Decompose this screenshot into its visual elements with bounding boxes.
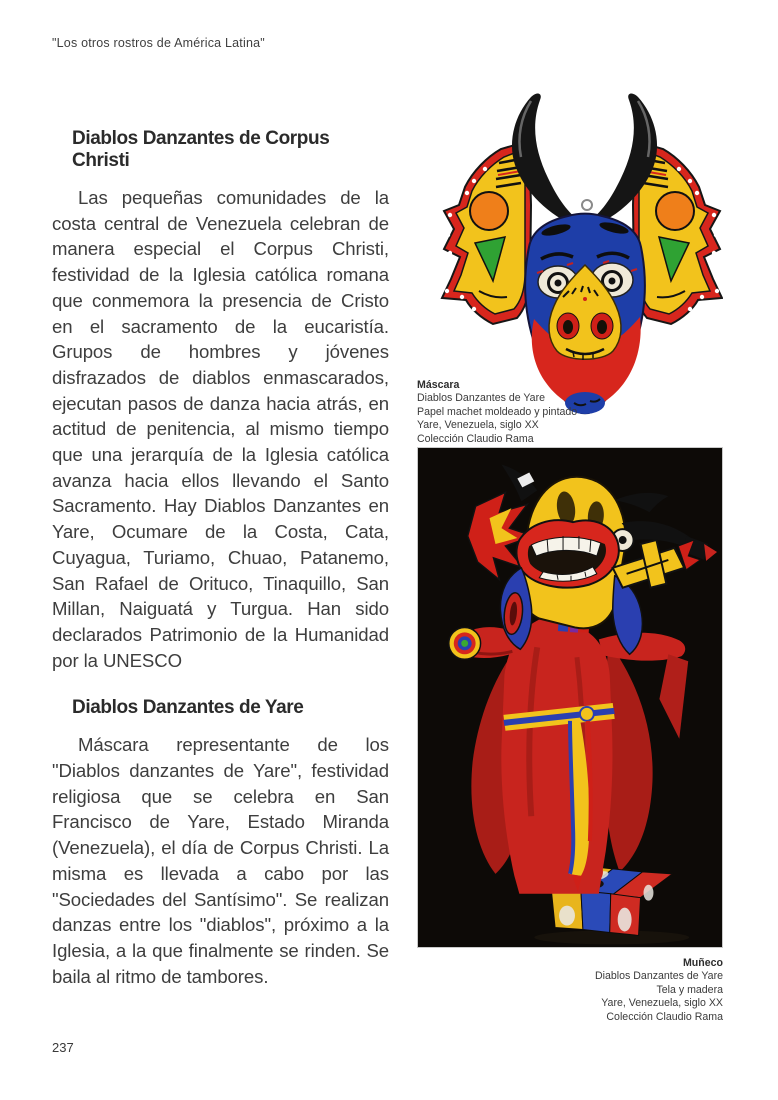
mask-caption	[417, 379, 647, 446]
mask-caption-line: Diablos Danzantes de Yare	[417, 392, 545, 405]
text-column	[52, 128, 389, 989]
running-header-quote: "Los otros rostros de América Latina"	[52, 36, 265, 50]
doll-caption-line: Yare, Venezuela, siglo XX	[601, 997, 723, 1010]
mask-caption-line: Papel machet moldeado y pintado	[417, 405, 578, 418]
doll-caption-line: Diablos Danzantes de Yare	[595, 970, 723, 983]
doll-caption-line: Colección Claudio Rama	[606, 1010, 723, 1023]
doll-caption	[417, 957, 723, 1024]
section-body-corpus-christi: Las pequeñas comunidades de la costa central de Venezuela celebran de manera especial el Corpus Christi, festividad de la Iglesia católica romana que conmemora la presencia de Cristo en el sacramento de la eucaristía. Grupos de hombres y jóvenes disfrazados de diablos enmascarados, ejecutan pasos de danza hacia atrás, en actitud de penitencia, al mismo tiempo que una jerarquía de la Iglesia católica avanza hacia ellos llevando el Santo Sacramento. Hay Diablos Danzantes en Yare, Ocumare de la Costa, Cata, Cuyagua, Turiamo, Chuao, Patanemo, San Rafael de Orituco, Tinaquillo, San Millan, Naiguatá y Turgua. Han sido declarados Patrimonio de la Humanidad por la UNESCO	[52, 187, 389, 671]
mask-caption-title: Máscara	[417, 379, 460, 391]
page-number: 237	[52, 1040, 74, 1055]
section-heading-corpus-christi: Diablos Danzantes de Corpus Christi	[72, 128, 330, 171]
section-body-yare: Máscara representante de los "Diablos danzantes de Yare", festividad religiosa que se celebra en San Francisco de Yare, Estado Miranda (Venezuela), el día de Corpus Christi. La misma es llevada a cabo por las "Sociedades del Santísimo". Se realizan danzas entre los "diablos", próximo a la Iglesia, a la que finalmente se rinden. Se baila al ritmo de tambores.	[52, 734, 389, 987]
doll-illustration	[418, 448, 722, 947]
mask-caption-line: Colección Claudio Rama	[417, 432, 534, 445]
section-heading-yare: Diablos Danzantes de Yare	[72, 697, 304, 719]
doll-caption-title: Muñeco	[682, 957, 723, 969]
doll-caption-line: Tela y madera	[656, 983, 723, 996]
mask-caption-line: Yare, Venezuela, siglo XX	[417, 419, 539, 432]
doll-photo	[417, 447, 723, 948]
